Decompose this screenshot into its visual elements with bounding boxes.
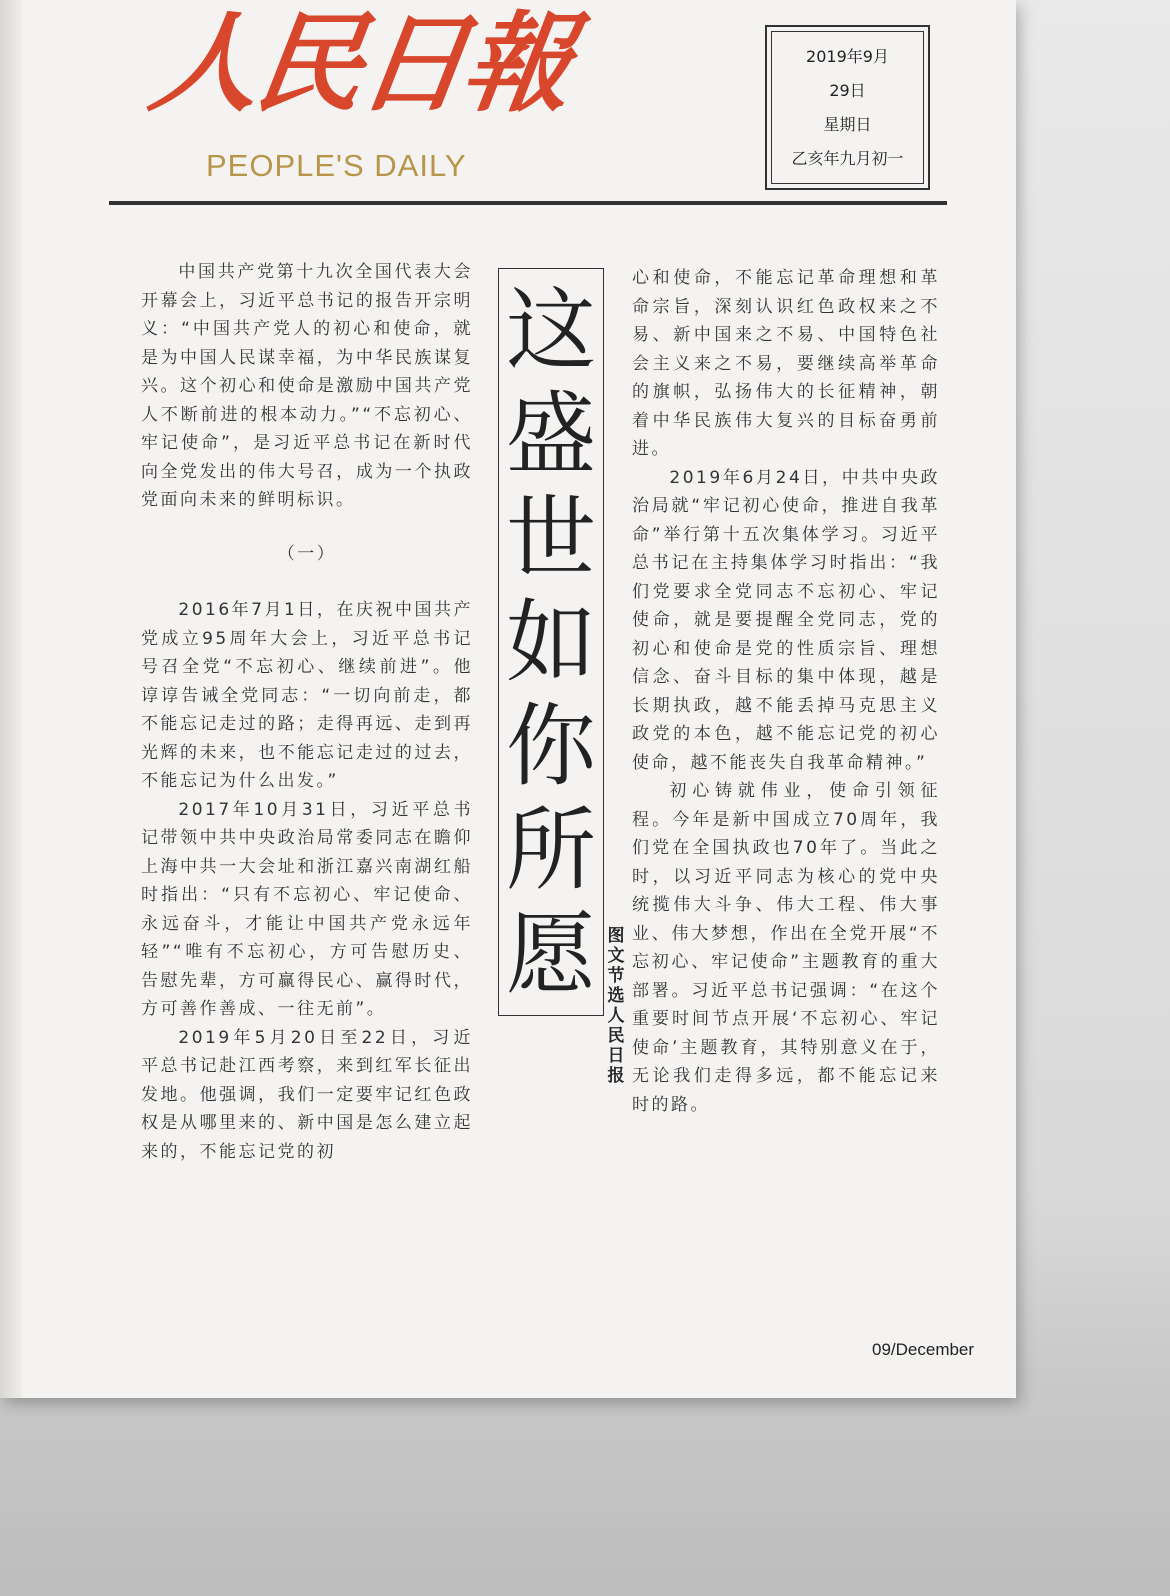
left-paragraph-4: 2019年5月20日至22日，习近平总书记赴江西考察，来到红军长征出发地。他强调，我们一定要牢记红色政权是从哪里来的、新中国是怎么建立起来的，不能忘记党的初 (141, 1027, 473, 1162)
date-day: 29日 (829, 80, 866, 100)
right-paragraph-3: 初心铸就伟业，使命引领征程。今年是新中国成立70周年，我们党在全国执政也70年了。当此之时，以习近平同志为核心的党中央统揽伟大斗争、伟大工程、伟大事业、伟大梦想，作出在全党开展“不忘初心、牢记使命”主题教育的重大部署。习近平总书记强调：“在这个重要时间节点开展‘不忘初心、牢记使命’主题教育，其特别意义在于，无论我们走得多远，都不能忘记来时的路。 (632, 781, 940, 1115)
date-lunar: 乙亥年九月初一 (791, 148, 904, 168)
masthead-english-name: PEOPLE'S DAILY (206, 148, 467, 183)
section-heading: （一） (277, 543, 337, 564)
left-column (141, 258, 473, 1166)
byline: 图文节选人民日报 (607, 926, 625, 1086)
left-paragraph-1: 中国共产党第十九次全国代表大会开幕会上，习近平总书记的报告开宗明义：“中国共产党人的初心和使命，就是为中国人民谋幸福，为中华民族谋复兴。这个初心和使命是激励中国共产党人不断前进的根本动力。”“不忘初心、牢记使命”，是习近平总书记在新时代向全党发出的伟大号召，成为一个执政党面向未来的鲜明标识。 (141, 262, 473, 510)
date-box (765, 25, 930, 190)
page-number: 09/December (872, 1340, 975, 1359)
headline-char: 世 (506, 486, 596, 591)
headline-char: 这 (506, 278, 596, 383)
right-paragraph-1: 心和使命，不能忘记革命理想和革命宗旨，深刻认识红色政权来之不易、新中国来之不易、中国特色社会主义来之不易，要继续高举革命的旗帜，弘扬伟大的长征精神，朝着中华民族伟大复兴的目标奋勇前进。 (632, 268, 940, 459)
page-binding-edge (0, 0, 22, 1398)
right-column (632, 264, 940, 1119)
right-paragraph-2: 2019年6月24日，中共中央政治局就“牢记初心使命，推进自我革命”举行第十五次集体学习。习近平总书记在主持集体学习时指出：“我们党要求全党同志不忘初心、牢记使命，就是要提醒全党同志，党的初心和使命是党的性质宗旨、理想信念、奋斗目标的集中体现，越是长期执政，越不能丢掉马克思主义政党的本色，越不能忘记党的初心使命，越不能丧失自我革命精神。” (632, 467, 940, 773)
headline-char: 如 (506, 590, 596, 695)
left-paragraph-2: 2016年7月1日，在庆祝中国共产党成立95周年大会上，习近平总书记号召全党“不忘初心、继续前进”。他谆谆告诫全党同志：“一切向前走，都不能忘记走过的路；走得再远、走到再光辉的未来，也不能忘记走过的过去，不能忘记为什么出发。” (141, 600, 473, 791)
headline-char: 你 (506, 694, 596, 799)
headline-box (498, 268, 604, 1016)
headline-char: 所 (506, 798, 596, 903)
date-box-inner (771, 31, 924, 184)
headline-char: 愿 (506, 902, 596, 1007)
date-weekday: 星期日 (823, 114, 872, 134)
masthead-rule (109, 201, 947, 205)
masthead-logo: 人民日報 (143, 1, 577, 127)
date-gregorian-month: 2019年9月 (806, 46, 889, 66)
left-paragraph-3: 2017年10月31日，习近平总书记带领中共中央政治局常委同志在瞻仰上海中共一大会址和浙江嘉兴南湖红船时指出：“只有不忘初心、牢记使命、永远奋斗，才能让中国共产党永远年轻”“唯有不忘初心，方可告慰历史、告慰先辈，方可赢得民心、赢得时代，方可善作善成、一往无前”。 (141, 799, 473, 1019)
headline-char: 盛 (506, 382, 596, 487)
